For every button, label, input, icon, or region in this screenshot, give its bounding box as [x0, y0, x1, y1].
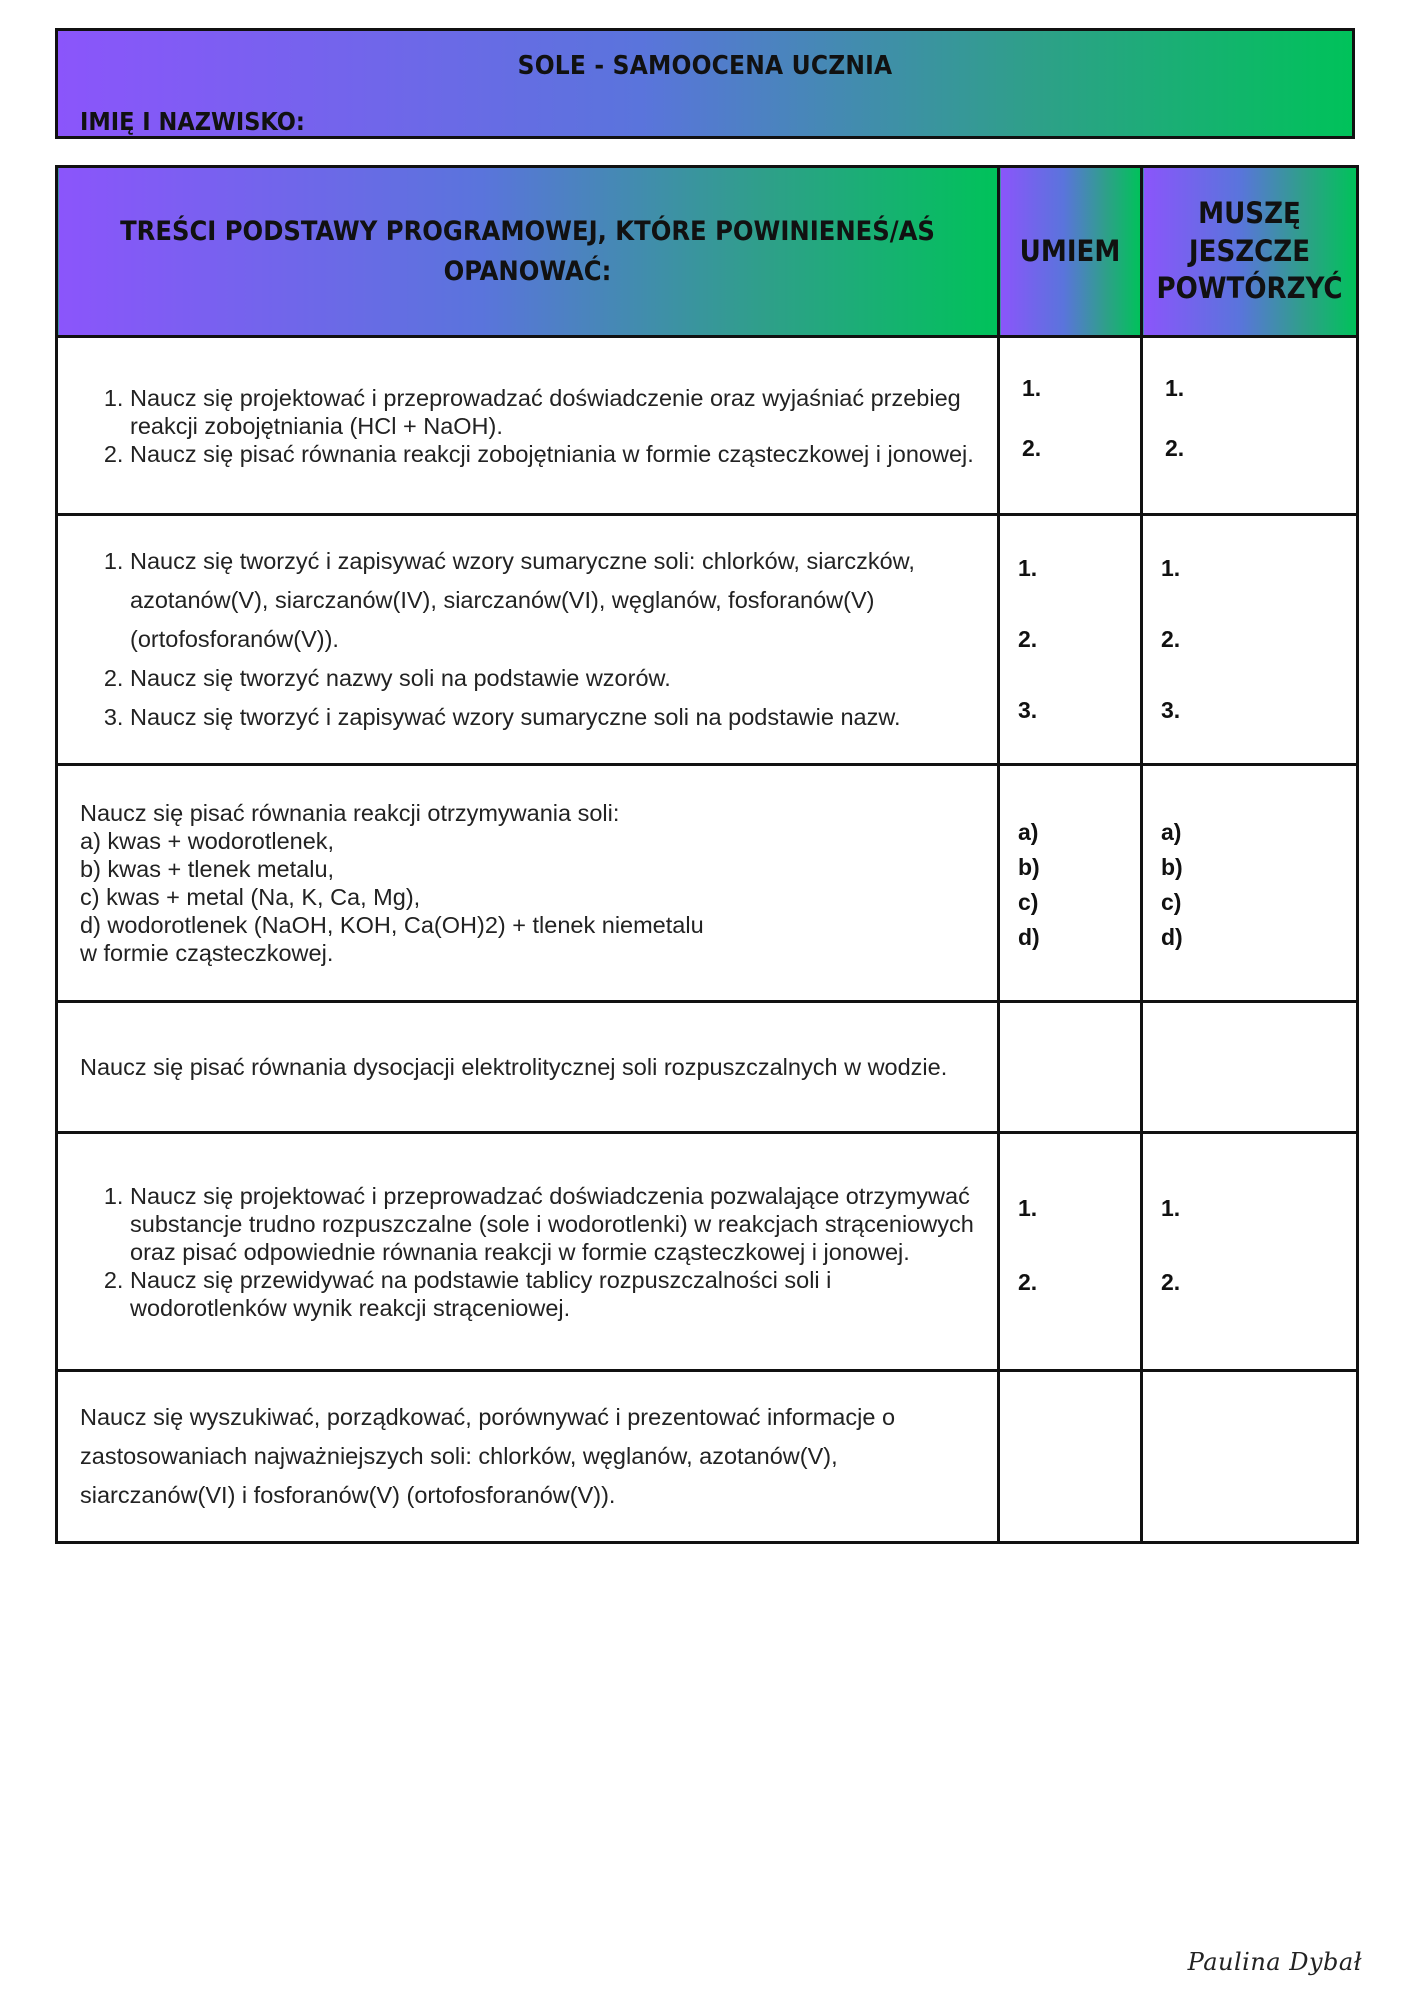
mark-label: 1. — [1165, 375, 1185, 401]
row-4-musze[interactable] — [1142, 1002, 1358, 1133]
mark-label: 3. — [1018, 697, 1038, 723]
header-box — [55, 28, 1355, 139]
mark-label: 2. — [1018, 626, 1038, 652]
table-header-row — [57, 167, 1358, 337]
row-3-content — [57, 765, 999, 1002]
text-line: c) kwas + metal (Na, K, Ca, Mg), — [80, 884, 421, 910]
mark-label: 2. — [1018, 1269, 1038, 1295]
list-item: 2. Naucz się przewidywać na podstawie tablicy rozpuszczalności soli i wodorotlenków wynik reakcji strąceniowej. — [130, 1266, 981, 1322]
mark-label: 3. — [1161, 697, 1181, 723]
table-row — [57, 765, 1358, 1002]
mark-label: 1. — [1161, 555, 1181, 581]
row-6-umiem[interactable] — [999, 1371, 1142, 1543]
text-line: b) kwas + tlenek metalu, — [80, 856, 335, 882]
mark-label: d) — [1018, 924, 1040, 950]
list-item: 1. Naucz się projektować i przeprowadzać doświadczenie oraz wyjaśniać przebieg reakcji zobojętniania (HCl + NaOH). — [130, 384, 981, 440]
list-item: 2. Naucz się tworzyć nazwy soli na podstawie wzorów. — [130, 659, 981, 698]
mark-label: 2. — [1161, 626, 1181, 652]
mark-label: 1. — [1161, 1195, 1181, 1221]
mark-label: 1. — [1018, 555, 1038, 581]
header-content-column: TREŚCI PODSTAWY PROGRAMOWEJ, KTÓRE POWINIENEŚ/AŚ OPANOWAĆ: — [57, 167, 999, 337]
text-line: w formie cząsteczkowej. — [80, 940, 334, 966]
text-paragraph: Naucz się wyszukiwać, porządkować, porównywać i prezentować informacje o zastosowaniach najważniejszych soli: chlorków, węglanów, azotanów(V), siarczanów(VI) i fosforanów(V) (ortofosforanów(V)). — [80, 1404, 896, 1508]
text-paragraph: Naucz się pisać równania dysocjacji elektrolitycznej soli rozpuszczalnych w wodzie. — [80, 1053, 948, 1080]
text-line: d) wodorotlenek (NaOH, KOH, Ca(OH)2) + tlenek niemetalu — [80, 912, 704, 938]
row-5-list — [80, 1182, 981, 1322]
table-row — [57, 515, 1358, 765]
row-4-umiem[interactable] — [999, 1002, 1142, 1133]
row-1-content — [57, 337, 999, 515]
text-line: a) kwas + wodorotlenek, — [80, 828, 335, 854]
row-2-umiem[interactable] — [999, 515, 1142, 765]
row-3-umiem[interactable] — [999, 765, 1142, 1002]
row-2-musze[interactable] — [1142, 515, 1358, 765]
table-row — [57, 1371, 1358, 1543]
row-6-content — [57, 1371, 999, 1543]
row-5-content — [57, 1133, 999, 1371]
mark-label: 1. — [1022, 375, 1042, 401]
list-item: 1. Naucz się tworzyć i zapisywać wzory sumaryczne soli: chlorków, siarczków, azotanów(V), siarczanów(IV), siarczanów(VI), węglanów, fosforanów(V) (ortofosforanów(V)). — [130, 542, 981, 659]
table-row — [57, 1133, 1358, 1371]
row-2-content — [57, 515, 999, 765]
mark-label: 2. — [1161, 1269, 1181, 1295]
mark-label: a) — [1018, 819, 1039, 845]
row-4-content — [57, 1002, 999, 1133]
table-row — [57, 1002, 1358, 1133]
row-2-list — [80, 542, 981, 737]
row-1-umiem[interactable] — [999, 337, 1142, 515]
list-item: 2. Naucz się pisać równania reakcji zobojętniania w formie cząsteczkowej i jonowej. — [130, 440, 981, 468]
list-item: 3. Naucz się tworzyć i zapisywać wzory sumaryczne soli na podstawie nazw. — [130, 698, 981, 737]
mark-label: 1. — [1018, 1195, 1038, 1221]
row-5-musze[interactable] — [1142, 1133, 1358, 1371]
header-musze-column: MUSZĘ JESZCZE POWTÓRZYĆ — [1142, 167, 1358, 337]
author-signature: Paulina Dybał — [1187, 1948, 1362, 1976]
row-5-umiem[interactable] — [999, 1133, 1142, 1371]
row-6-musze[interactable] — [1142, 1371, 1358, 1543]
page-title: SOLE - SAMOOCENA UCZNIA — [517, 51, 893, 81]
mark-label: c) — [1161, 889, 1182, 915]
mark-label: 2. — [1022, 435, 1042, 461]
text-line: Naucz się pisać równania reakcji otrzymywania soli: — [80, 800, 620, 826]
mark-label: b) — [1161, 854, 1183, 880]
row-3-musze[interactable] — [1142, 765, 1358, 1002]
mark-label: b) — [1018, 854, 1040, 880]
mark-label: a) — [1161, 819, 1182, 845]
header-umiem-column: UMIEM — [999, 167, 1142, 337]
mark-label: d) — [1161, 924, 1183, 950]
mark-label: c) — [1018, 889, 1039, 915]
table-row — [57, 337, 1358, 515]
name-label: IMIĘ I NAZWISKO: — [80, 107, 305, 136]
row-1-musze[interactable] — [1142, 337, 1358, 515]
row-1-list — [80, 384, 981, 468]
mark-label: 2. — [1165, 435, 1185, 461]
list-item: 1. Naucz się projektować i przeprowadzać doświadczenia pozwalające otrzymywać substancje trudno rozpuszczalne (sole i wodorotlenki) w reakcjach strąceniowych oraz pisać odpowiednie równania reakcji w formie cząsteczkowej i jonowej. — [130, 1182, 981, 1266]
self-assessment-table — [55, 165, 1359, 1544]
